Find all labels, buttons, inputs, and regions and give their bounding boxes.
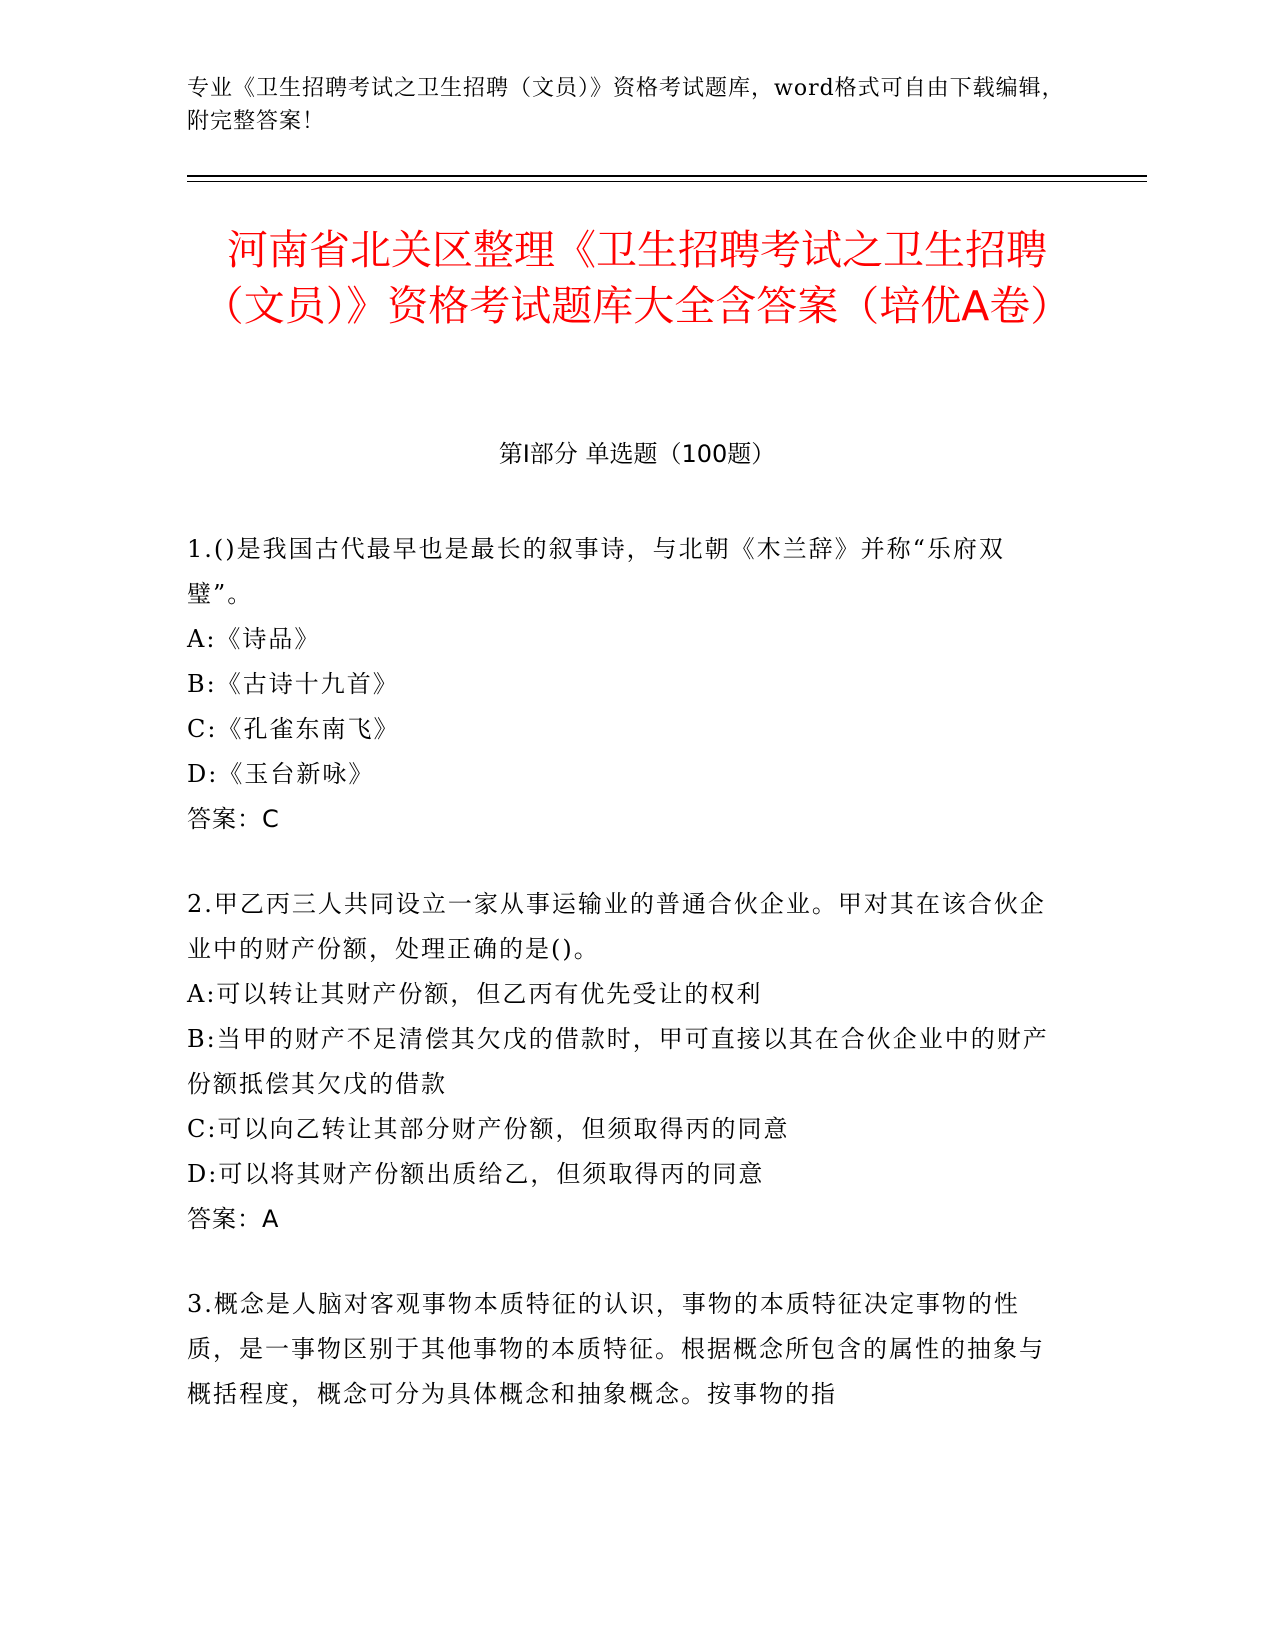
answer-line: 答案：C <box>187 805 280 833</box>
section-heading: 第Ⅰ部分 单选题（100题） <box>498 440 776 468</box>
question-block <box>187 527 1067 842</box>
header-rule-thin <box>187 181 1147 182</box>
question-stem: 3.概念是人脑对客观事物本质特征的认识，事物的本质特征决定事物的性质，是一事物区别于其他事物的本质特征。根据概念所包含的属性的抽象与概括程度，概念可分为具体概念和抽象概念。按事物的指 <box>187 1290 1045 1408</box>
question-stem: 2.甲乙丙三人共同设立一家从事运输业的普通合伙企业。甲对其在该合伙企业中的财产份额，处理正确的是()。 <box>187 890 1046 963</box>
option-b: B:《古诗十九首》 <box>187 670 399 698</box>
option-c: C:《孔雀东南飞》 <box>187 715 400 743</box>
question-block <box>187 882 1067 1242</box>
question-stem: 1.()是我国古代最早也是最长的叙事诗，与北朝《木兰辞》并称“乐府双璧”。 <box>187 535 1005 608</box>
document-title: 河南省北关区整理《卫生招聘考试之卫生招聘（文员）》资格考试题库大全含答案（培优A卷） <box>202 226 1072 330</box>
option-a: A:可以转让其财产份额，但乙丙有优先受让的权利 <box>187 980 763 1008</box>
option-d: D:可以将其财产份额出质给乙，但须取得丙的同意 <box>187 1160 765 1188</box>
header-note: 专业《卫生招聘考试之卫生招聘（文员）》资格考试题库，word格式可自由下载编辑，附完整答案！ <box>187 76 1065 134</box>
header-rule-thick <box>187 175 1147 177</box>
option-c: C:可以向乙转让其部分财产份额，但须取得丙的同意 <box>187 1115 790 1143</box>
answer-line: 答案：A <box>187 1205 280 1233</box>
option-a: A:《诗品》 <box>187 625 321 653</box>
option-b: B:当甲的财产不足清偿其欠戊的借款时，甲可直接以其在合伙企业中的财产份额抵偿其欠戊的借款 <box>187 1025 1049 1098</box>
question-block <box>187 1282 1067 1417</box>
option-d: D:《玉台新咏》 <box>187 760 375 788</box>
